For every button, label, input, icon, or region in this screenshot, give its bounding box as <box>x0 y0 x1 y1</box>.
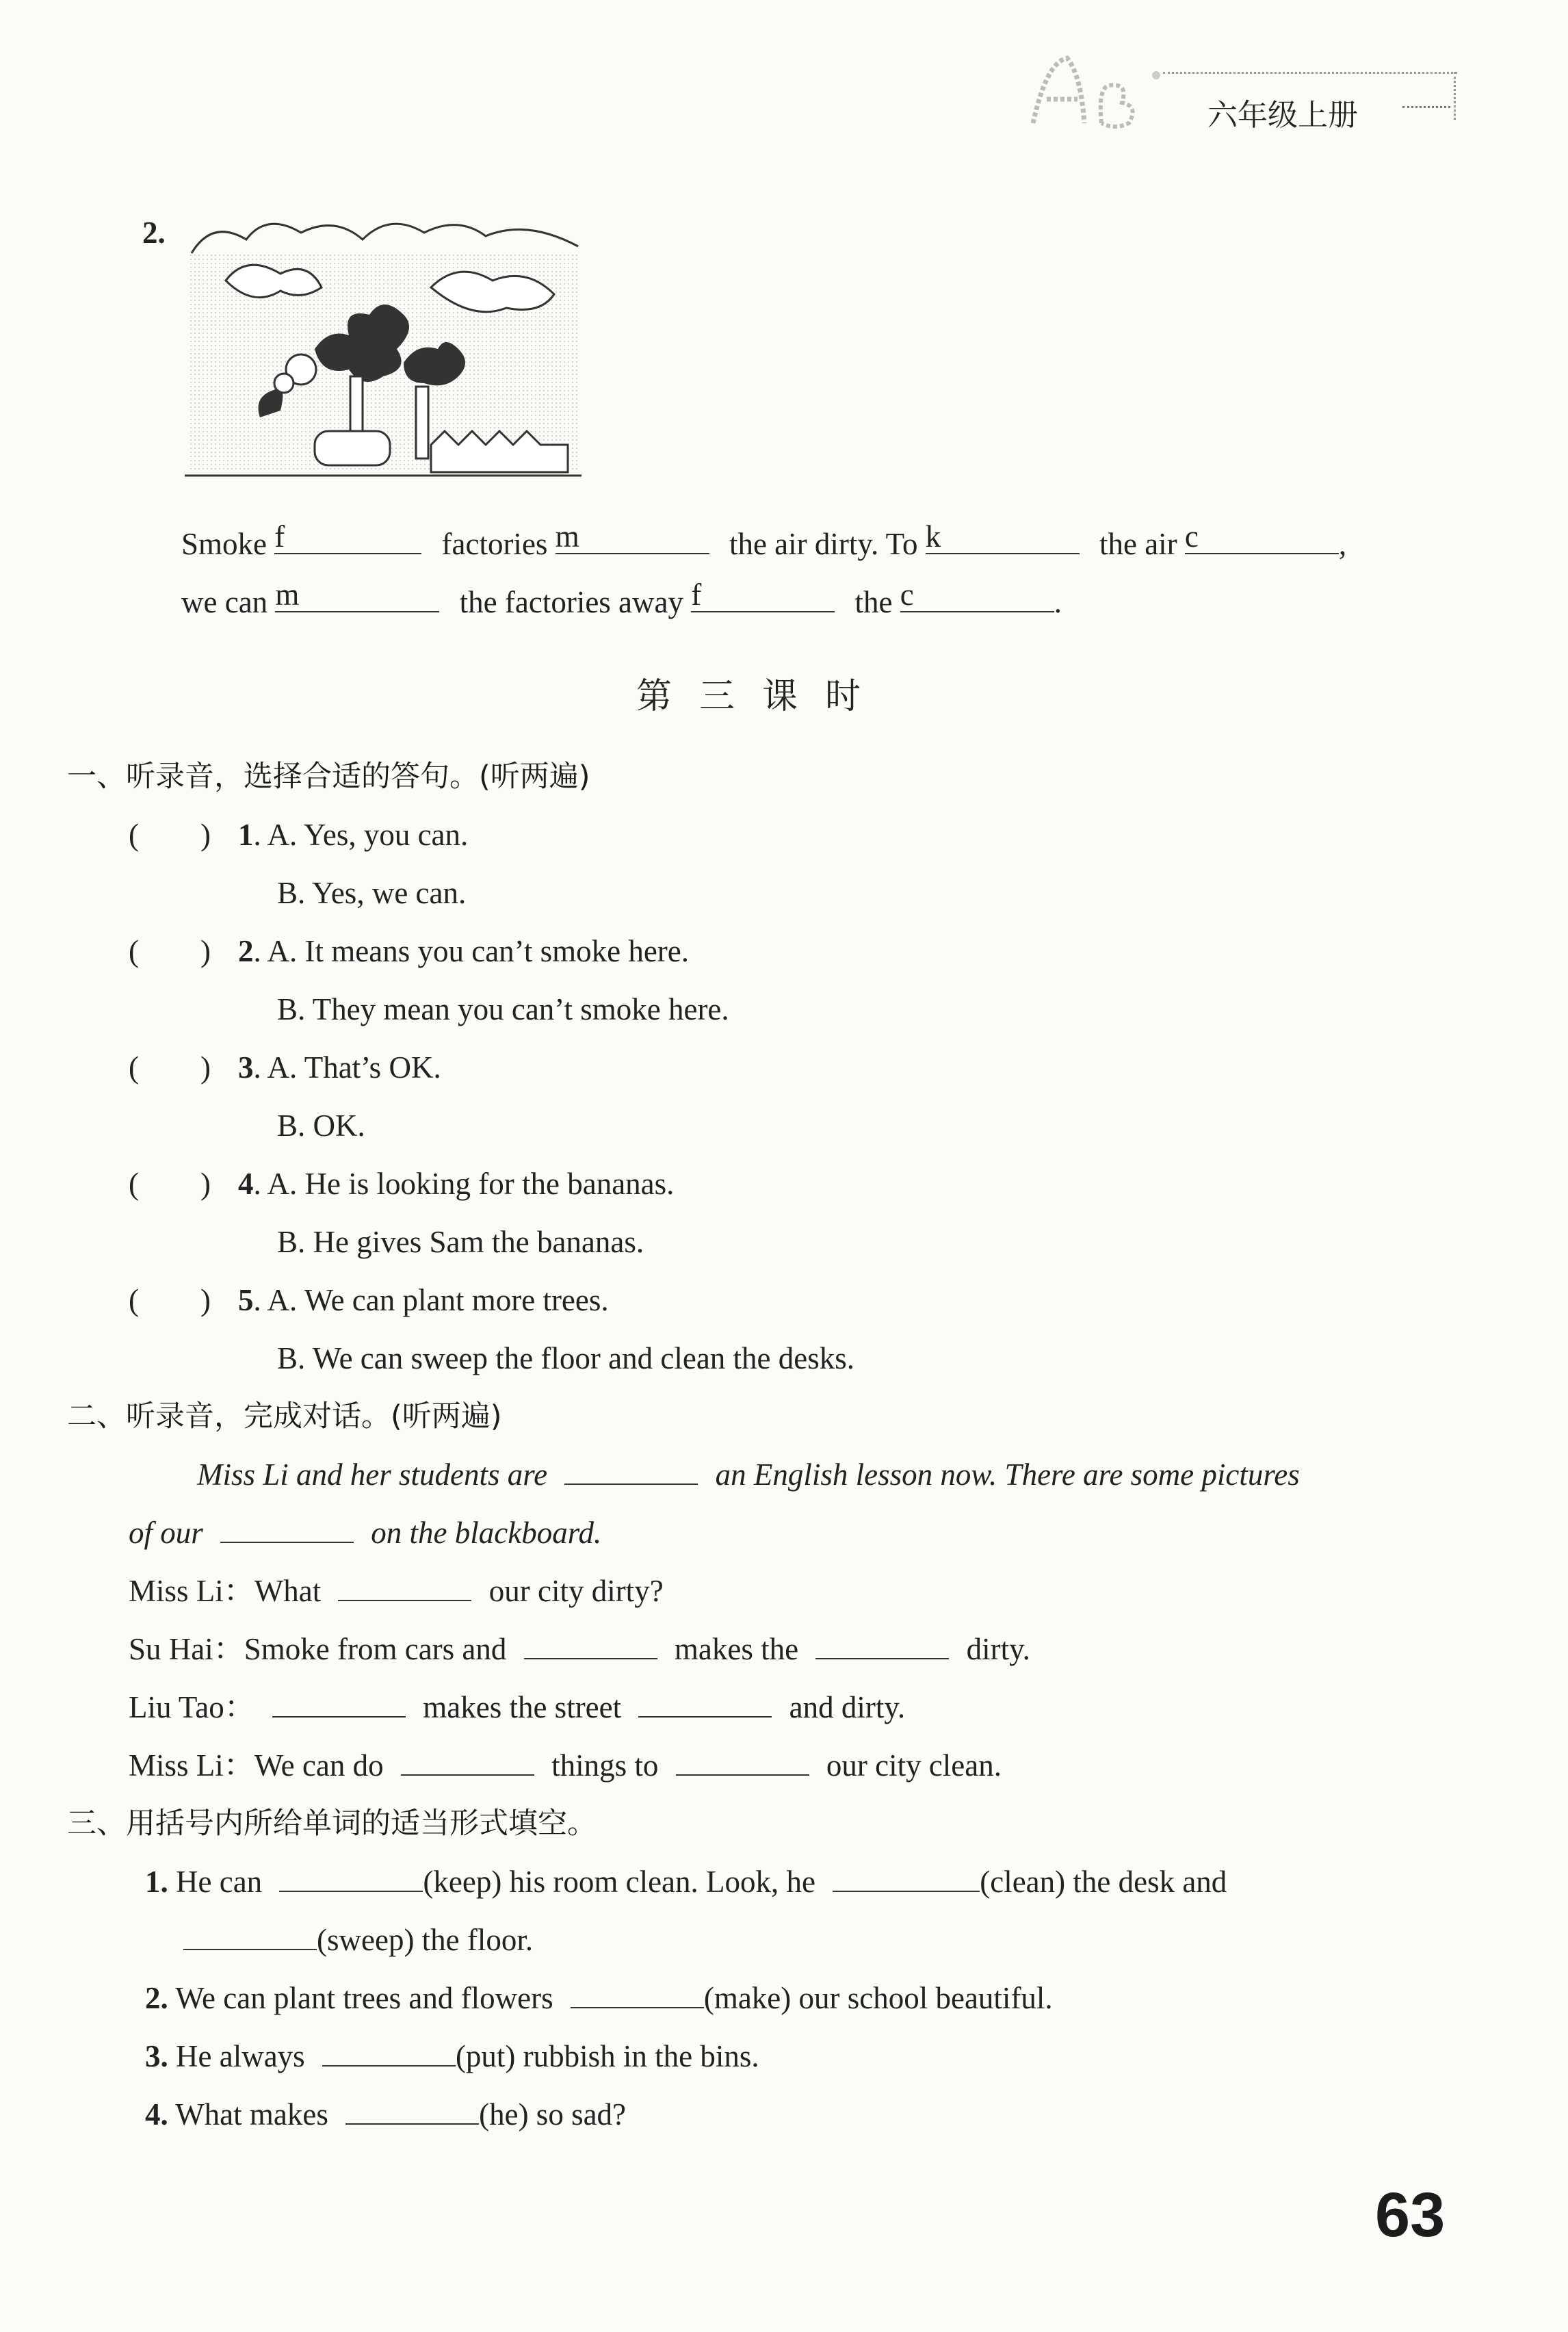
answer-blank[interactable] <box>564 1456 698 1485</box>
lesson-title: 第三课时 <box>636 676 889 717</box>
answer-blank[interactable] <box>638 1689 772 1718</box>
pollution-illustration <box>185 212 582 486</box>
answer-blank[interactable] <box>183 1921 317 1950</box>
part1-item-5: ( ) 5. A. We can plant more trees. <box>129 1280 609 1321</box>
part1-item-3-option-b: B. OK. <box>277 1109 365 1143</box>
answer-parentheses[interactable]: ( ) <box>129 1283 211 1317</box>
part1-item-2: ( ) 2. A. It means you can’t smoke here. <box>129 931 689 972</box>
part1-item-1-option-b: B. Yes, we can. <box>277 876 467 910</box>
exercise-number: 2. <box>142 216 166 250</box>
answer-blank[interactable] <box>322 2038 456 2067</box>
part1-heading: 一、听录音，选择合适的答句。(听两遍) <box>67 760 590 794</box>
answer-blank[interactable] <box>676 1747 809 1776</box>
answer-blank[interactable] <box>279 1863 423 1892</box>
dialogue-line-4: Miss Li：We can do things to our city clean. <box>129 1748 1002 1783</box>
part1-item-4: ( ) 4. A. He is looking for the bananas. <box>129 1163 674 1204</box>
answer-parentheses[interactable]: ( ) <box>129 818 211 852</box>
ab-logo-icon <box>1019 48 1184 137</box>
picture-exercise-line-2: we can m the factories away f the c . <box>181 578 1062 619</box>
answer-blank[interactable]: f <box>274 526 421 554</box>
page-number: 63 <box>1375 2180 1446 2250</box>
header-dotted-line <box>1163 72 1457 74</box>
answer-blank[interactable]: c <box>900 584 1054 612</box>
answer-blank[interactable] <box>524 1631 657 1659</box>
part3-question-1-cont: (sweep) the floor. <box>183 1919 533 1960</box>
part1-item-2-option-b: B. They mean you can’t smoke here. <box>277 992 729 1026</box>
part3-question-4: 4. What makes (he) so sad? <box>145 2097 627 2132</box>
header-dots <box>1402 106 1450 108</box>
answer-blank[interactable] <box>571 1980 704 2008</box>
part3-question-2: 2. We can plant trees and flowers (make) our school beautiful. <box>145 1981 1053 2015</box>
part1-item-3: ( ) 3. A. That’s OK. <box>129 1047 441 1088</box>
answer-blank[interactable]: c <box>1185 526 1339 554</box>
answer-blank[interactable] <box>833 1863 980 1892</box>
answer-parentheses[interactable]: ( ) <box>129 934 211 968</box>
part3-question-1: 1. He can (keep) his room clean. Look, he (clean) the desk and <box>145 1865 1227 1899</box>
part3-heading: 三、用括号内所给单词的适当形式填空。 <box>67 1806 597 1841</box>
answer-blank[interactable] <box>220 1514 354 1543</box>
answer-blank[interactable] <box>345 2096 479 2125</box>
answer-blank[interactable] <box>338 1572 471 1601</box>
dialogue-line-2: Su Hai：Smoke from cars and makes the dirty. <box>129 1632 1030 1666</box>
answer-parentheses[interactable]: ( ) <box>129 1167 211 1201</box>
part2-heading: 二、听录音，完成对话。(听两遍) <box>67 1399 502 1434</box>
part1-item-4-option-b: B. He gives Sam the bananas. <box>277 1225 644 1259</box>
answer-blank[interactable] <box>815 1631 949 1659</box>
answer-blank[interactable]: m <box>556 526 709 554</box>
answer-blank[interactable] <box>272 1689 406 1718</box>
answer-blank[interactable]: k <box>926 526 1080 554</box>
part2-intro-line-2: of our on the blackboard. <box>129 1516 602 1550</box>
part2-intro-line-1: Miss Li and her students are an English lesson now. There are some pictures <box>197 1458 1300 1492</box>
grade-label: 六年级上册 <box>1207 98 1358 133</box>
answer-parentheses[interactable]: ( ) <box>129 1050 211 1085</box>
dialogue-line-3: Liu Tao： makes the street and dirty. <box>129 1690 906 1724</box>
answer-blank[interactable] <box>401 1747 534 1776</box>
picture-exercise-line-1: Smoke f factories m the air dirty. To k the air c , <box>181 519 1347 561</box>
answer-blank[interactable]: f <box>691 584 835 612</box>
part3-question-3: 3. He always (put) rubbish in the bins. <box>145 2039 759 2073</box>
dialogue-line-1: Miss Li：What our city dirty? <box>129 1574 664 1608</box>
part1-item-5-option-b: B. We can sweep the floor and clean the desks. <box>277 1341 855 1375</box>
part1-item-1: ( ) 1. A. Yes, you can. <box>129 814 468 855</box>
answer-blank[interactable]: m <box>275 584 439 612</box>
header-dotted-edge <box>1454 72 1456 120</box>
